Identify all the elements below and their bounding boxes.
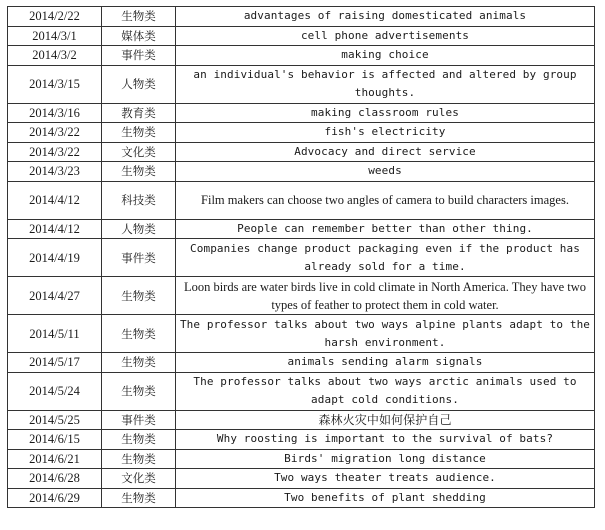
date-cell: 2014/4/12 xyxy=(8,219,102,239)
date-cell: 2014/3/15 xyxy=(8,65,102,103)
topic-cell: Two ways theater treats audience. xyxy=(176,469,595,489)
topic-cell: Companies change product packaging even if the product has already sold for a time. xyxy=(176,239,595,277)
table-row xyxy=(8,103,595,123)
topic-cell: an individual's behavior is affected and altered by group thoughts. xyxy=(176,65,595,103)
table-row xyxy=(8,123,595,143)
date-cell: 2014/3/22 xyxy=(8,123,102,143)
topic-cell: advantages of raising domesticated animals xyxy=(176,7,595,27)
category-cell: 人物类 xyxy=(102,65,176,103)
category-cell: 人物类 xyxy=(102,219,176,239)
category-cell: 教育类 xyxy=(102,103,176,123)
topic-cell: cell phone advertisements xyxy=(176,26,595,46)
table-row xyxy=(8,277,595,315)
category-cell: 媒体类 xyxy=(102,26,176,46)
date-cell: 2014/6/21 xyxy=(8,449,102,469)
date-cell: 2014/3/2 xyxy=(8,46,102,66)
topic-cell: fish's electricity xyxy=(176,123,595,143)
topic-cell: weeds xyxy=(176,162,595,182)
table-row xyxy=(8,430,595,450)
topic-cell: Why roosting is important to the survival of bats? xyxy=(176,430,595,450)
topic-cell: Film makers can choose two angles of camera to build characters images. xyxy=(176,181,595,219)
topics-table xyxy=(7,6,595,508)
table-row xyxy=(8,219,595,239)
category-cell: 文化类 xyxy=(102,142,176,162)
table-row xyxy=(8,46,595,66)
category-cell: 科技类 xyxy=(102,181,176,219)
category-cell: 事件类 xyxy=(102,46,176,66)
table-row xyxy=(8,315,595,353)
topic-cell: Advocacy and direct service xyxy=(176,142,595,162)
category-cell: 生物类 xyxy=(102,449,176,469)
category-cell: 生物类 xyxy=(102,488,176,508)
table-row xyxy=(8,162,595,182)
topic-cell: making classroom rules xyxy=(176,103,595,123)
date-cell: 2014/6/28 xyxy=(8,469,102,489)
category-cell: 生物类 xyxy=(102,430,176,450)
date-cell: 2014/5/24 xyxy=(8,372,102,410)
category-cell: 生物类 xyxy=(102,123,176,143)
date-cell: 2014/4/19 xyxy=(8,239,102,277)
topic-cell: animals sending alarm signals xyxy=(176,353,595,373)
table-row xyxy=(8,449,595,469)
category-cell: 文化类 xyxy=(102,469,176,489)
date-cell: 2014/5/17 xyxy=(8,353,102,373)
date-cell: 2014/2/22 xyxy=(8,7,102,27)
table-row xyxy=(8,65,595,103)
table-row xyxy=(8,26,595,46)
topic-cell: The professor talks about two ways arctic animals used to adapt cold conditions. xyxy=(176,372,595,410)
table-row xyxy=(8,142,595,162)
topic-cell: making choice xyxy=(176,46,595,66)
category-cell: 生物类 xyxy=(102,353,176,373)
category-cell: 生物类 xyxy=(102,7,176,27)
date-cell: 2014/6/15 xyxy=(8,430,102,450)
topic-cell: Birds' migration long distance xyxy=(176,449,595,469)
table-row xyxy=(8,469,595,489)
topic-cell: The professor talks about two ways alpine plants adapt to the harsh environment. xyxy=(176,315,595,353)
topic-cell: Loon birds are water birds live in cold climate in North America. They have two types of feather to protect them in cold water. xyxy=(176,277,595,315)
date-cell: 2014/3/1 xyxy=(8,26,102,46)
category-cell: 生物类 xyxy=(102,162,176,182)
date-cell: 2014/5/11 xyxy=(8,315,102,353)
table-row xyxy=(8,353,595,373)
table-row xyxy=(8,7,595,27)
topic-cell: Two benefits of plant shedding xyxy=(176,488,595,508)
date-cell: 2014/3/23 xyxy=(8,162,102,182)
category-cell: 事件类 xyxy=(102,410,176,430)
table-row xyxy=(8,488,595,508)
category-cell: 事件类 xyxy=(102,239,176,277)
date-cell: 2014/4/27 xyxy=(8,277,102,315)
topic-cell: 森林火灾中如何保护自己 xyxy=(176,410,595,430)
table-row xyxy=(8,410,595,430)
date-cell: 2014/6/29 xyxy=(8,488,102,508)
category-cell: 生物类 xyxy=(102,315,176,353)
category-cell: 生物类 xyxy=(102,277,176,315)
topic-cell: People can remember better than other thing. xyxy=(176,219,595,239)
table-row xyxy=(8,181,595,219)
table-row xyxy=(8,372,595,410)
date-cell: 2014/4/12 xyxy=(8,181,102,219)
date-cell: 2014/3/22 xyxy=(8,142,102,162)
category-cell: 生物类 xyxy=(102,372,176,410)
date-cell: 2014/3/16 xyxy=(8,103,102,123)
date-cell: 2014/5/25 xyxy=(8,410,102,430)
table-row xyxy=(8,239,595,277)
